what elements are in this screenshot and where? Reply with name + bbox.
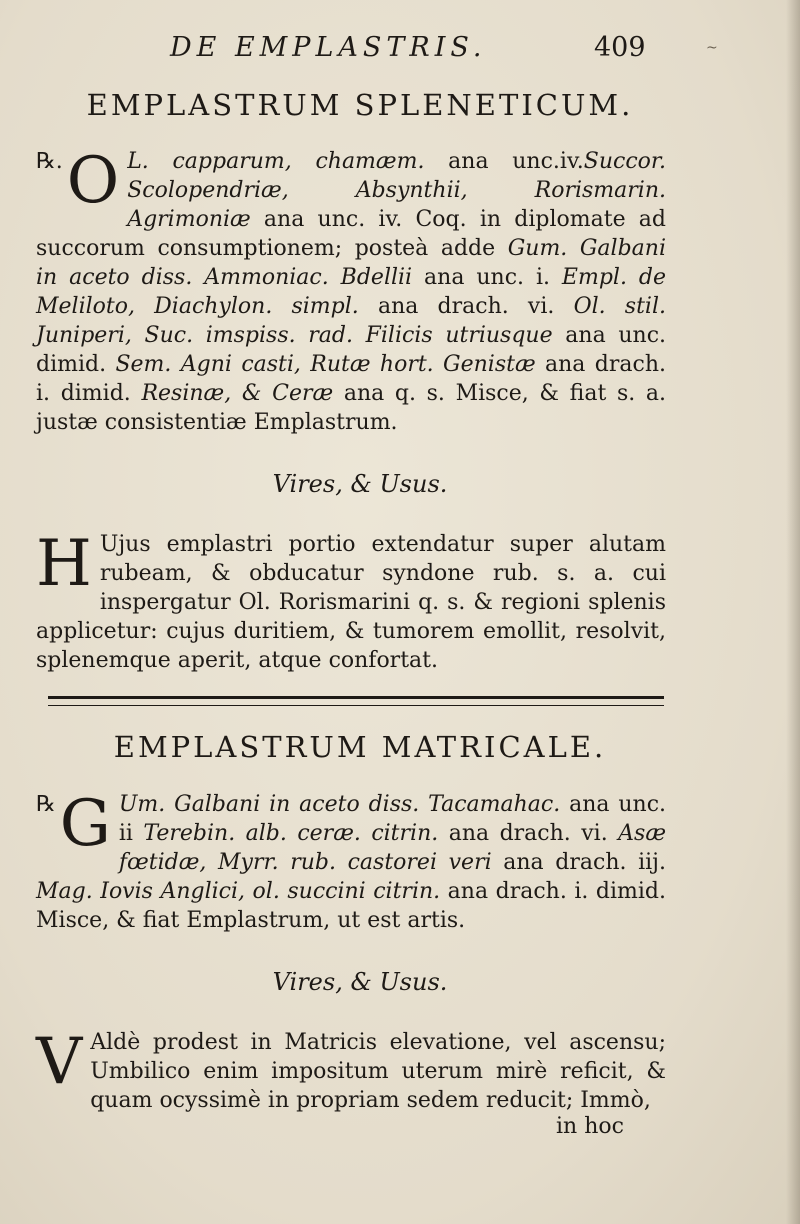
recipe-run: Succor. Scolopendriæ, Absynthii, Rorismarin. Agrimoniæ [127, 149, 666, 232]
recipe-run: ana unc. iv. Coq. in diplomate ad succorum consumptionem; posteà adde [36, 207, 666, 261]
recipe-run: Empl. de Meliloto, Diachylon. simpl. [36, 265, 666, 319]
recipe-run: ana unc. dimid. [36, 323, 667, 377]
recipe-run: ana drach. vi. [358, 294, 574, 319]
recipe-run: ana unc. ii [118, 792, 667, 846]
drop-cap: O [66, 144, 120, 218]
recipe-run: Gum. Galbani in aceto diss. Ammoniac. Bdellii [36, 236, 666, 290]
recipe-run: ana q. s. Misce, & fiat s. a. justæ consistentiæ Emplastrum. [36, 381, 667, 435]
usage-text: Aldè prodest in Matricis elevatione, vel ascensu; Umbilico enim impositum uterum mirè reficit, & quam ocyssimè in propriam sedem reducit; Immò, [90, 1030, 666, 1113]
subheading-vires-usus: Vires, & Usus. [272, 470, 448, 498]
usage-spleneticum [36, 527, 666, 675]
usage-matricale [36, 1025, 666, 1115]
recipe-run: ana drach. vi. [438, 821, 619, 846]
recipe-run: Terebin. alb. ceræ. citrin. [143, 821, 439, 846]
usage-text: Ujus emplastri portio extendatur super alutam rubeam, & obducatur syndone rub. s. a. cui inspergatur Ol. Rorismarini q. s. & regioni splenis applicetur: cujus duritiem, & tumorem emollit, resolvit, splenemque aperit, atque confortat. [36, 532, 666, 673]
recipe-text [36, 144, 667, 435]
recipe-run: Resinæ, & Ceræ [141, 381, 334, 406]
recipe-run: L. capparum, chamæm. [127, 149, 425, 174]
catch-word: in hoc [556, 1114, 624, 1139]
recipe-run: Asæ fœtidæ, Myrr. rub. castorei veri [118, 821, 666, 875]
running-head: DE EMPLASTRIS. [170, 32, 487, 63]
drop-cap: V [36, 1025, 83, 1099]
recipe-run: ana drach. i. dimid. [36, 352, 666, 406]
recipe-run: Um. Galbani in aceto diss. Tacamahac. [118, 792, 561, 817]
drop-cap: H [36, 527, 92, 601]
margin-mark: ~ [706, 40, 718, 56]
page-number: 409 [594, 32, 646, 63]
recipe-matricale [36, 787, 667, 935]
section-title-matricale: EMPLASTRUM MATRICALE. [113, 730, 607, 764]
recipe-run: Sem. Agni casti, Rutæ hort. Genistæ [115, 352, 536, 377]
section-divider [48, 696, 664, 706]
recipe-run: ana unc. i. [412, 265, 562, 290]
recipe-run: Mag. Iovis Anglici, ol. succini citrin. [36, 879, 441, 904]
recipe-symbol: ℞ [36, 792, 56, 817]
recipe-run: ana drach. iij. [491, 850, 667, 875]
page-edge-shadow [786, 0, 800, 1224]
recipe-run: Ol. stil. Juniperi, Suc. imspiss. rad. Filicis utriusque [36, 294, 667, 348]
recipe-spleneticum [36, 144, 667, 437]
recipe-symbol: ℞. [36, 149, 63, 174]
recipe-run: ana drach. i. dimid. Misce, & fiat Emplastrum, ut est artis. [36, 879, 666, 933]
drop-cap: G [59, 787, 111, 861]
subheading-vires-usus: Vires, & Usus. [272, 968, 448, 996]
recipe-run: ana unc.iv. [424, 149, 584, 174]
section-title-spleneticum: EMPLASTRUM SPLENETICUM. [86, 88, 634, 122]
recipe-text [36, 787, 667, 933]
